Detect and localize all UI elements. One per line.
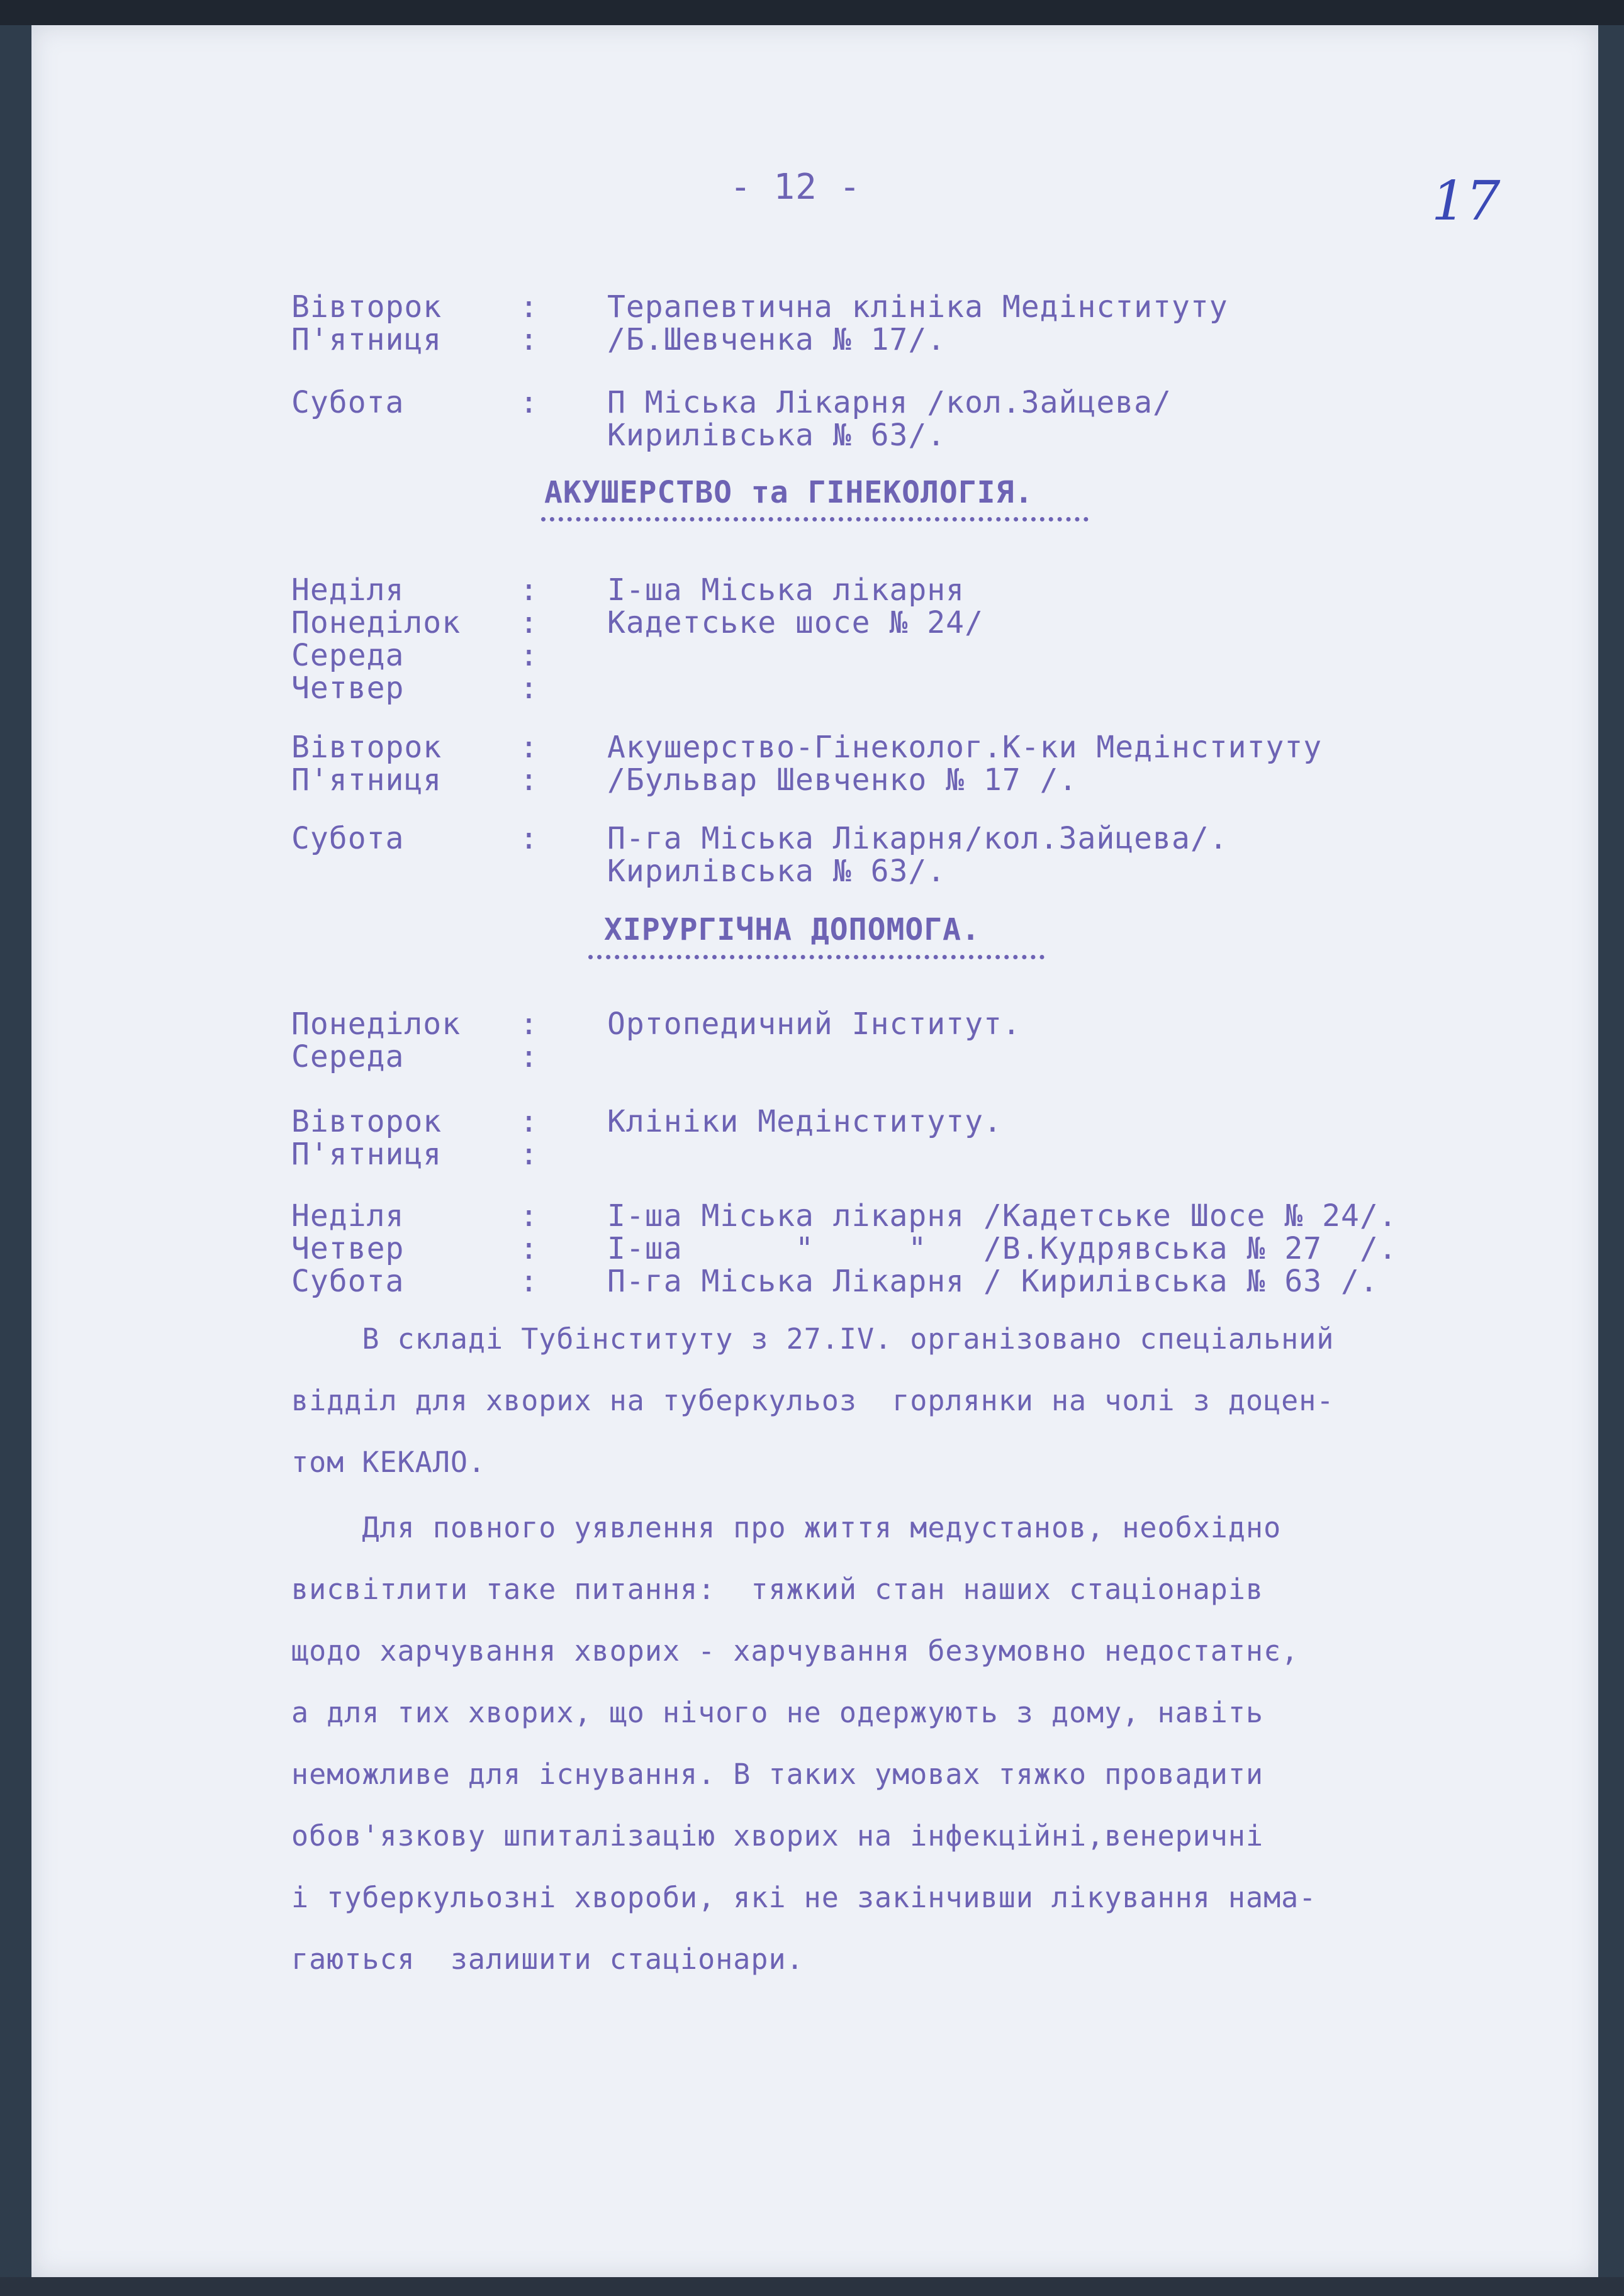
schedule-location: Акушерство-Гінеколог.К-ки Медінституту: [607, 730, 1323, 765]
schedule-location: Кадетське шосе № 24/: [607, 605, 983, 640]
paragraph-line: і туберкульозні хвороби, які не закінчивши лікування нама-: [291, 1881, 1317, 1914]
colon-separator: :: [520, 1264, 539, 1299]
schedule-day: Понеділок: [291, 1006, 461, 1042]
heading-underline: [588, 955, 1044, 959]
schedule-day: Неділя: [291, 572, 405, 608]
paragraph-line: неможливе для існування. В таких умовах тяжко провадити: [291, 1758, 1264, 1791]
colon-separator: :: [520, 1006, 539, 1042]
colon-separator: :: [520, 821, 539, 856]
scan-edge-bottom: [0, 2277, 1624, 2296]
handwritten-folio-number: 17: [1431, 170, 1501, 233]
schedule-day: Середа: [291, 1039, 405, 1074]
paragraph-line: а для тих хворих, що нічого не одержують з дому, навіть: [291, 1696, 1264, 1729]
colon-separator: :: [520, 638, 539, 673]
schedule-day: Неділя: [291, 1198, 405, 1234]
schedule-location: П Міська Лікарня /кол.Зайцева/: [607, 385, 1172, 420]
colon-separator: :: [520, 385, 539, 420]
schedule-day: Вівторок: [291, 730, 442, 765]
colon-separator: :: [520, 1137, 539, 1172]
heading-underline: [541, 517, 1089, 521]
page-number: - 12 -: [730, 167, 861, 208]
schedule-day: Вівторок: [291, 1104, 442, 1139]
schedule-location: Клініки Медінституту.: [607, 1104, 1002, 1139]
paragraph-line: відділ для хворих на туберкульоз горлянки на чолі з доцен-: [291, 1384, 1335, 1417]
schedule-day: Субота: [291, 385, 405, 420]
schedule-day: Четвер: [291, 1231, 405, 1266]
schedule-day: Субота: [291, 1264, 405, 1299]
schedule-location: П-га Міська Лікарня/кол.Зайцева/.: [607, 821, 1228, 856]
schedule-location: Кирилівська № 63/.: [607, 418, 946, 453]
colon-separator: :: [520, 1039, 539, 1074]
schedule-location: /Бульвар Шевченко № 17 /.: [607, 762, 1078, 798]
schedule-day: Понеділок: [291, 605, 461, 640]
schedule-location: П-га Міська Лікарня / Кирилівська № 63 /.: [607, 1264, 1379, 1299]
schedule-location: І-ша Міська лікарня: [607, 572, 965, 608]
schedule-day: Середа: [291, 638, 405, 673]
paragraph-tuberculosis-department: [291, 1308, 1525, 1493]
colon-separator: :: [520, 289, 539, 325]
schedule-location: Ортопедичний Інститут.: [607, 1006, 1021, 1042]
paragraph-line: том КЕКАЛО.: [291, 1446, 486, 1479]
schedule-location: Терапевтична клініка Медінституту: [607, 289, 1228, 325]
colon-separator: :: [520, 730, 539, 765]
section-heading-obstetrics: АКУШЕРСТВО та ГІНЕКОЛОГІЯ.: [544, 475, 1034, 510]
paragraph-line: щодо харчування хворих - харчування безумовно недостатнє,: [291, 1634, 1299, 1668]
colon-separator: :: [520, 762, 539, 798]
colon-separator: :: [520, 1198, 539, 1234]
schedule-day: Четвер: [291, 671, 405, 706]
colon-separator: :: [520, 1231, 539, 1266]
schedule-location: І-ша Міська лікарня /Кадетське Шосе № 24/.: [607, 1198, 1397, 1234]
schedule-day: Субота: [291, 821, 405, 856]
schedule-day: П'ятниця: [291, 1137, 442, 1172]
schedule-location: Кирилівська № 63/.: [607, 854, 946, 889]
colon-separator: :: [520, 322, 539, 357]
colon-separator: :: [520, 671, 539, 706]
schedule-day: П'ятниця: [291, 762, 442, 798]
schedule-day: П'ятниця: [291, 322, 442, 357]
colon-separator: :: [520, 572, 539, 608]
paragraph-line: гаються залишити стаціонари.: [291, 1942, 804, 1976]
paragraph-line: висвітлити таке питання: тяжкий стан наших стаціонарів: [291, 1573, 1264, 1606]
schedule-location: І-ша " " /В.Кудрявська № 27 /.: [607, 1231, 1397, 1266]
paragraph-nutrition-conditions: [291, 1497, 1525, 1990]
paragraph-line: В складі Тубінституту з 27.ІV. організовано спеціальний: [291, 1322, 1335, 1356]
schedule-location: /Б.Шевченка № 17/.: [607, 322, 946, 357]
paragraph-line: обов'язкову шпиталізацію хворих на інфекційні,венеричні: [291, 1819, 1264, 1853]
colon-separator: :: [520, 1104, 539, 1139]
section-heading-surgery: ХІРУРГІЧНА ДОПОМОГА.: [604, 912, 980, 947]
paragraph-line: Для повного уявлення про життя медустанов, необхідно: [291, 1511, 1282, 1544]
schedule-day: Вівторок: [291, 289, 442, 325]
scan-edge-top: [0, 0, 1624, 25]
colon-separator: :: [520, 605, 539, 640]
